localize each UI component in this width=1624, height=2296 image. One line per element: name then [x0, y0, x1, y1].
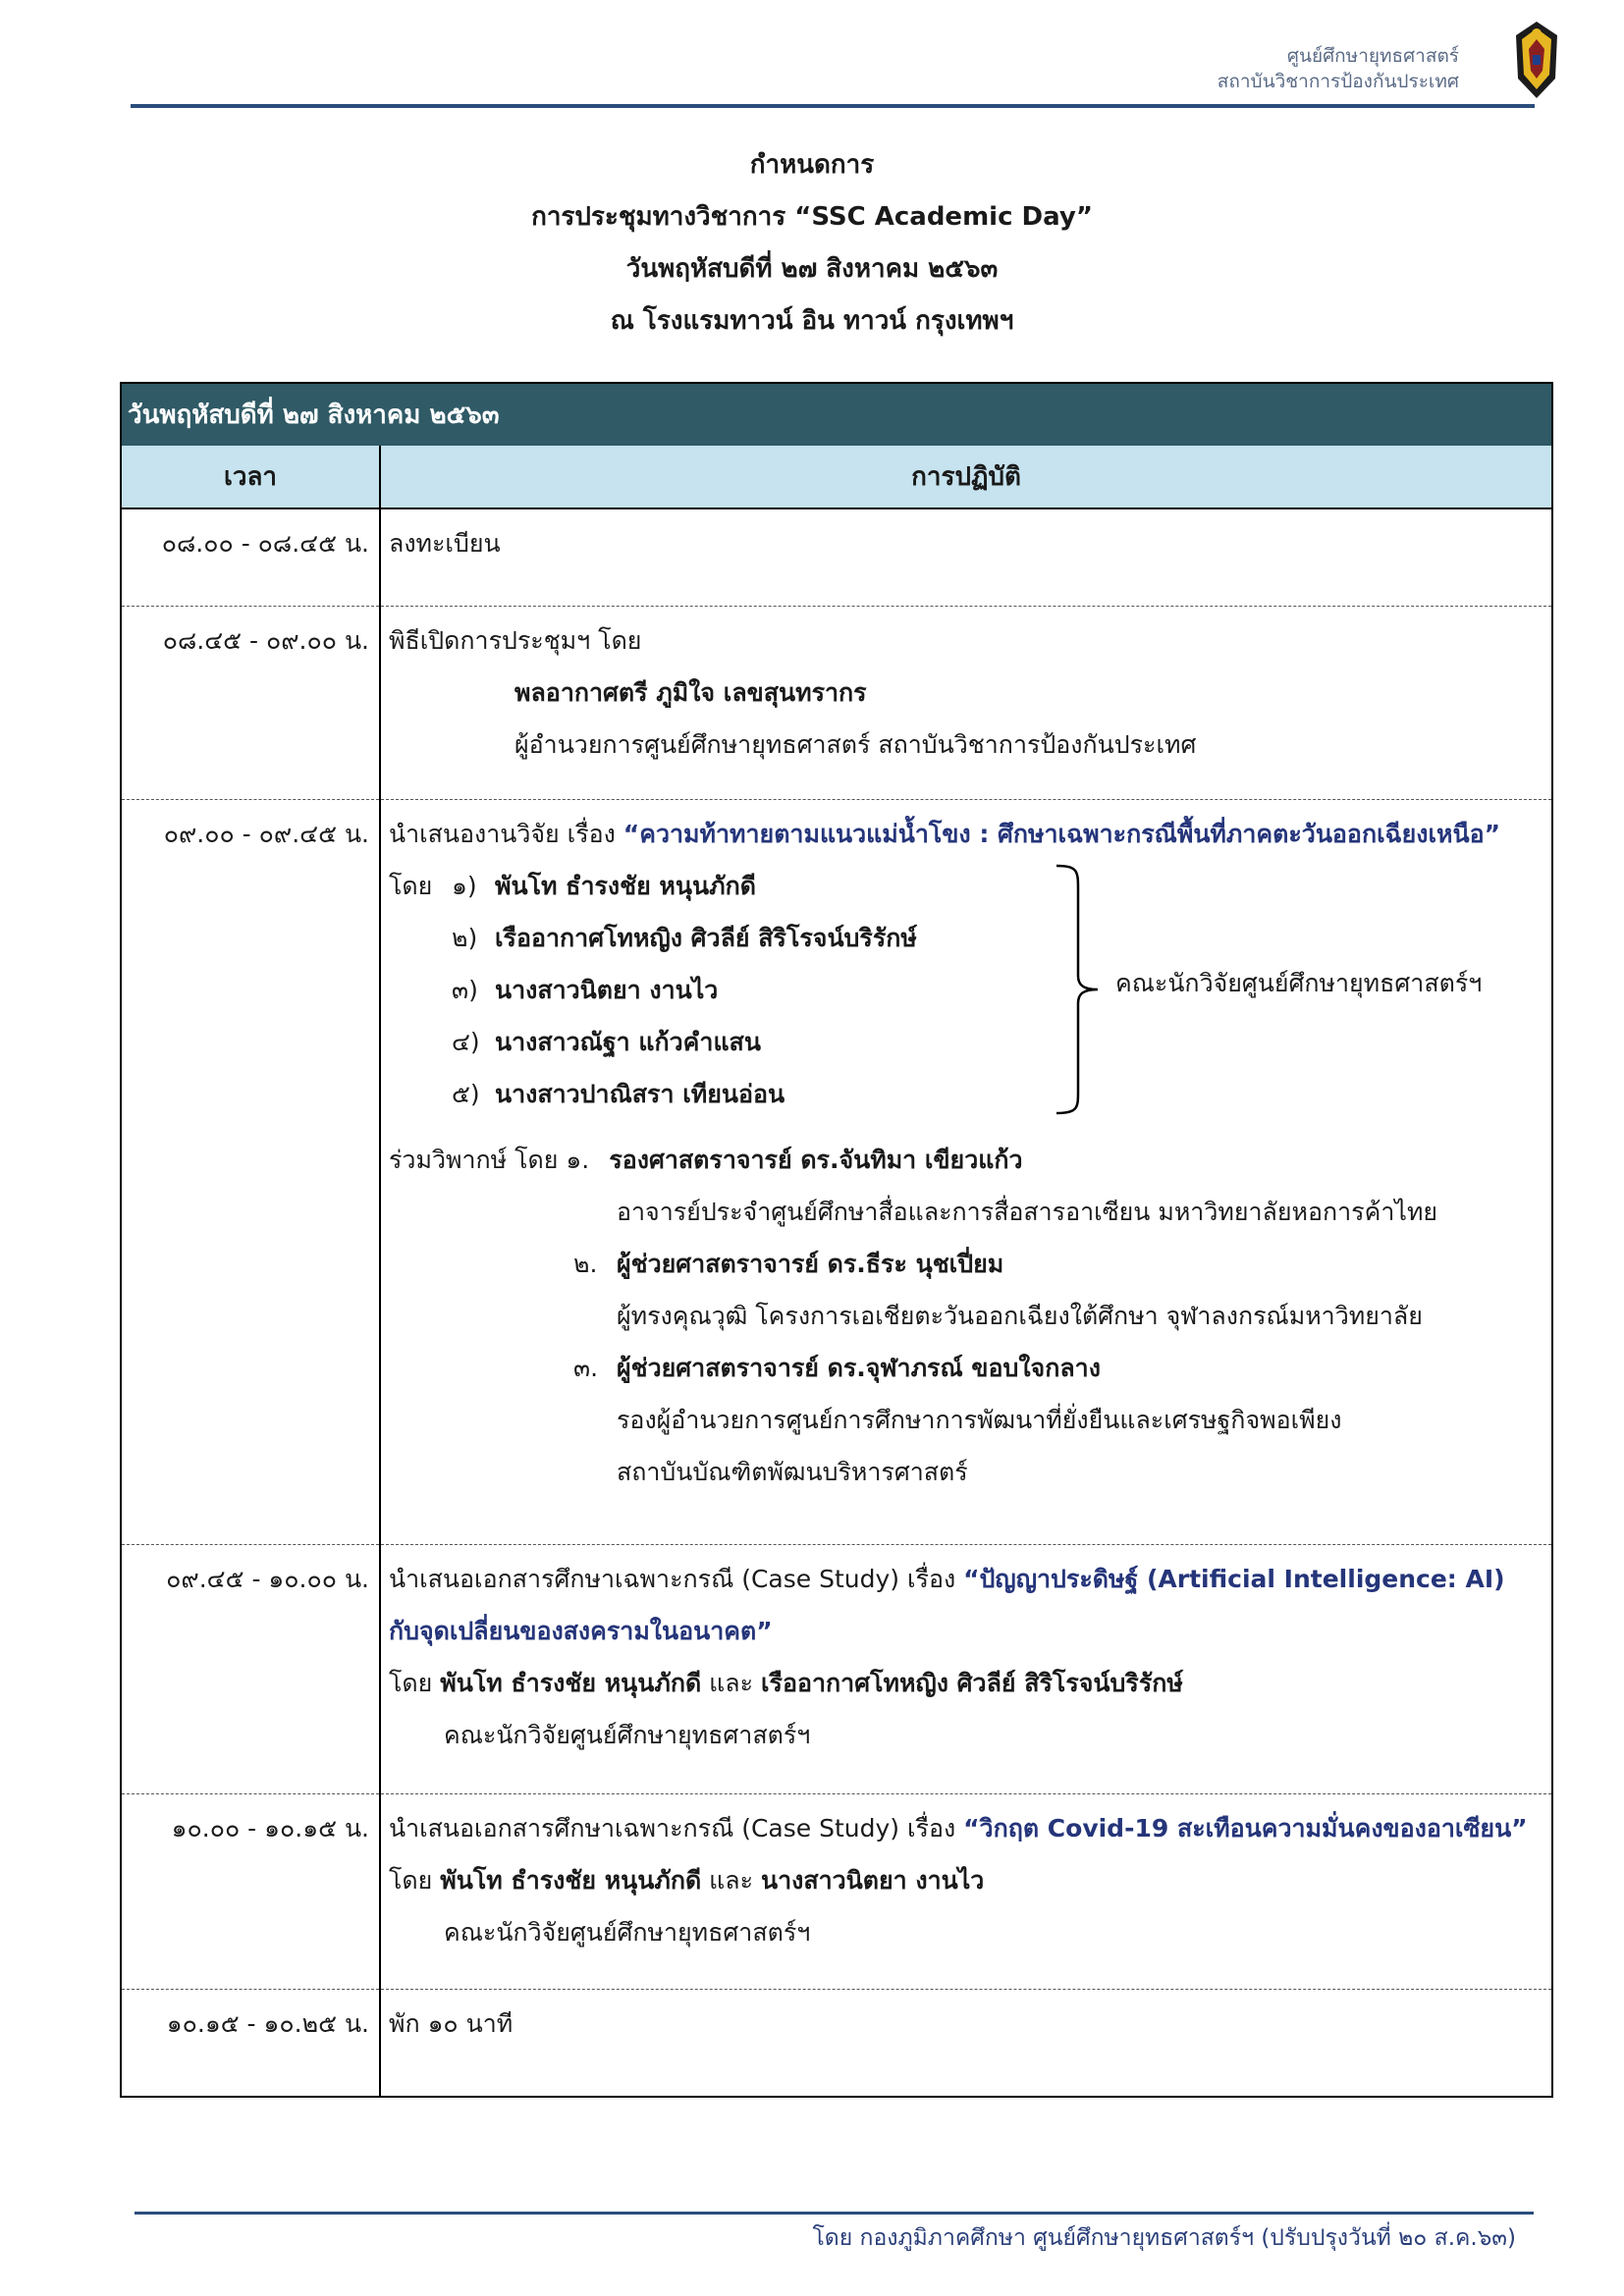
- critic-item: [389, 1238, 1551, 1290]
- activity-cell: [380, 1545, 1552, 1794]
- table-row: [121, 1545, 1552, 1794]
- presenter-name: พันโท ธำรงชัย หนุนภักดี: [440, 1866, 702, 1895]
- header-divider: [131, 104, 1535, 108]
- presenter-name: นางสาวนิตยา งานไว: [760, 1866, 985, 1895]
- item-number: ๒.: [573, 1250, 598, 1278]
- column-header-activity: การปฏิบัติ: [380, 446, 1552, 508]
- research-topic: “ความท้าทายตามแนวแม่น้ำโขง : ศึกษาเฉพาะกรณีพื้นที่ภาคตะวันออกเฉียงเหนือ”: [623, 820, 1501, 848]
- column-header-time: เวลา: [121, 446, 380, 508]
- presenter-name: พันโท ธำรงชัย หนุนภักดี: [495, 872, 756, 900]
- activity-intro: พิธีเปิดการประชุมฯ โดย: [389, 626, 642, 655]
- list-item: [389, 912, 1551, 964]
- crest-logo-icon: [1512, 20, 1561, 100]
- item-number: ๑.: [566, 1146, 590, 1174]
- time-label: ๑๐.๐๐ - ๑๐.๑๕ น.: [171, 1814, 369, 1842]
- by-label: โดย: [389, 1866, 441, 1895]
- case-study-intro-line: [389, 1553, 1551, 1605]
- activity-cell: [380, 1990, 1552, 2098]
- and-label: และ: [701, 1866, 761, 1895]
- presenter-list: [389, 860, 1551, 1120]
- by-label: โดย: [389, 1669, 441, 1697]
- team-note: คณะนักวิจัยศูนย์ศึกษายุทธศาสตร์ฯ: [444, 1918, 811, 1947]
- activity-cell: [380, 800, 1552, 1545]
- activity-text: ลงทะเบียน: [389, 529, 501, 558]
- research-intro-line: [389, 808, 1551, 860]
- case-study-intro: นำเสนอเอกสารศึกษาเฉพาะกรณี (Case Study) เรื่อง: [389, 1814, 964, 1842]
- time-cell: [121, 607, 380, 800]
- by-label: โดย: [389, 872, 433, 900]
- time-cell: [121, 508, 380, 607]
- title-line-1: กำหนดการ: [749, 150, 875, 180]
- speaker-position: ผู้อำนวยการศูนย์ศึกษายุทธศาสตร์ สถาบันวิชาการป้องกันประเทศ: [514, 730, 1197, 759]
- presenter-name: นางสาวณัฐา แก้วคำแสน: [495, 1028, 761, 1056]
- table-row: [121, 800, 1552, 1545]
- presenter-name: พันโท ธำรงชัย หนุนภักดี: [440, 1669, 702, 1697]
- title-line-3: วันพฤหัสบดีที่ ๒๗ สิงหาคม ๒๕๖๓: [625, 254, 999, 284]
- critic-item: [389, 1134, 1551, 1186]
- research-intro: นำเสนองานวิจัย เรื่อง: [389, 820, 623, 848]
- critic-affiliation: รองผู้อำนวยการศูนย์การศึกษาการพัฒนาที่ยั่งยืนและเศรษฐกิจพอเพียง: [617, 1406, 1342, 1434]
- critic-affiliation: ผู้ทรงคุณวุฒิ โครงการเอเชียตะวันออกเฉียงใต้ศึกษา จุฬาลงกรณ์มหาวิทยาลัย: [617, 1302, 1423, 1330]
- case-study-topic: “ปัญญาประดิษฐ์ (Artificial Intelligence: AI): [963, 1565, 1505, 1593]
- document-title: [0, 139, 1624, 347]
- table-row: [121, 1794, 1552, 1990]
- time-label: ๑๐.๑๕ - ๑๐.๒๕ น.: [166, 2009, 369, 2038]
- header-org-line2: สถาบันวิชาการป้องกันประเทศ: [1217, 71, 1459, 92]
- critic-name: รองศาสตราจารย์ ดร.จันทิมา เขียวแก้ว: [609, 1146, 1023, 1174]
- critic-item: [389, 1342, 1551, 1394]
- research-team-note: คณะนักวิจัยศูนย์ศึกษายุทธศาสตร์ฯ: [1115, 969, 1483, 997]
- time-label: ๐๙.๐๐ - ๐๙.๔๕ น.: [163, 820, 369, 848]
- critic-name: ผู้ช่วยศาสตราจารย์ ดร.จุฬาภรณ์ ขอบใจกลาง: [617, 1354, 1101, 1382]
- critic-affiliation: สถาบันบัณฑิตพัฒนบริหารศาสตร์: [617, 1458, 968, 1486]
- title-line-2: การประชุมทางวิชาการ “SSC Academic Day”: [531, 202, 1093, 232]
- critics-label: ร่วมวิพากษ์ โดย: [389, 1146, 559, 1174]
- item-number: ๕): [452, 1080, 480, 1108]
- list-item: [389, 860, 1551, 912]
- activity-cell: [380, 508, 1552, 607]
- day-header: วันพฤหัสบดีที่ ๒๗ สิงหาคม ๒๕๖๓: [121, 383, 1552, 446]
- item-number: ๑): [452, 872, 477, 900]
- case-study-intro: นำเสนอเอกสารศึกษาเฉพาะกรณี (Case Study) เรื่อง: [389, 1565, 964, 1593]
- right-brace-icon: [1049, 860, 1108, 1120]
- item-number: ๓.: [573, 1354, 599, 1382]
- presenter-name: เรืออากาศโทหญิง ศิวลีย์ สิริโรจน์บริรักษ์: [495, 924, 917, 952]
- and-label: และ: [701, 1669, 761, 1697]
- table-row: [121, 1990, 1552, 2098]
- list-item: [389, 1068, 1551, 1120]
- item-number: ๒): [452, 924, 478, 952]
- presenter-name: นางสาวนิตยา งานไว: [495, 976, 719, 1004]
- activity-cell: [380, 1794, 1552, 1990]
- activity-cell: [380, 607, 1552, 800]
- header-org-line1: ศูนย์ศึกษายุทธศาสตร์: [1286, 45, 1459, 67]
- case-study-intro-line: [389, 1802, 1551, 1854]
- footer-divider: [135, 2212, 1534, 2215]
- list-item: [389, 1016, 1551, 1068]
- table-row: [121, 508, 1552, 607]
- presenters-line: [389, 1657, 1551, 1709]
- case-study-topic: “วิกฤต Covid-19 สะเทือนความมั่นคงของอาเซียน”: [963, 1814, 1528, 1842]
- case-study-topic-cont: กับจุดเปลี่ยนของสงครามในอนาคต”: [389, 1617, 773, 1645]
- time-label: ๐๙.๔๕ - ๑๐.๐๐ น.: [166, 1565, 369, 1593]
- time-cell: [121, 1794, 380, 1990]
- presenter-name: เรืออากาศโทหญิง ศิวลีย์ สิริโรจน์บริรักษ์: [760, 1669, 1183, 1697]
- table-row: [121, 607, 1552, 800]
- time-cell: [121, 1545, 380, 1794]
- header-organization: [1218, 43, 1459, 94]
- item-number: ๔): [452, 1028, 480, 1056]
- item-number: ๓): [452, 976, 478, 1004]
- footer-note: โดย กองภูมิภาคศึกษา ศูนย์ศึกษายุทธศาสตร์ฯ (ปรับปรุงวันที่ ๒๐ ส.ค.๖๓): [812, 2225, 1516, 2251]
- team-note: คณะนักวิจัยศูนย์ศึกษายุทธศาสตร์ฯ: [444, 1721, 811, 1749]
- time-label: ๐๘.๐๐ - ๐๘.๔๕ น.: [161, 529, 369, 558]
- title-line-4: ณ โรงแรมทาวน์ อิน ทาวน์ กรุงเทพฯ: [610, 306, 1014, 336]
- presenters-line: [389, 1854, 1551, 1906]
- activity-text: พัก ๑๐ นาที: [389, 2009, 514, 2038]
- presenter-name: นางสาวปาณิสรา เทียนอ่อน: [495, 1080, 785, 1108]
- time-cell: [121, 800, 380, 1545]
- schedule-table: [120, 382, 1553, 2098]
- critic-name: ผู้ช่วยศาสตราจารย์ ดร.ธีระ นุชเปี่ยม: [617, 1250, 1004, 1278]
- critic-affiliation: อาจารย์ประจำศูนย์ศึกษาสื่อและการสื่อสารอาเซียน มหาวิทยาลัยหอการค้าไทย: [617, 1198, 1438, 1226]
- time-label: ๐๘.๔๕ - ๐๙.๐๐ น.: [162, 626, 369, 655]
- time-cell: [121, 1990, 380, 2098]
- speaker-name: พลอากาศตรี ภูมิใจ เลขสุนทรากร: [514, 678, 867, 707]
